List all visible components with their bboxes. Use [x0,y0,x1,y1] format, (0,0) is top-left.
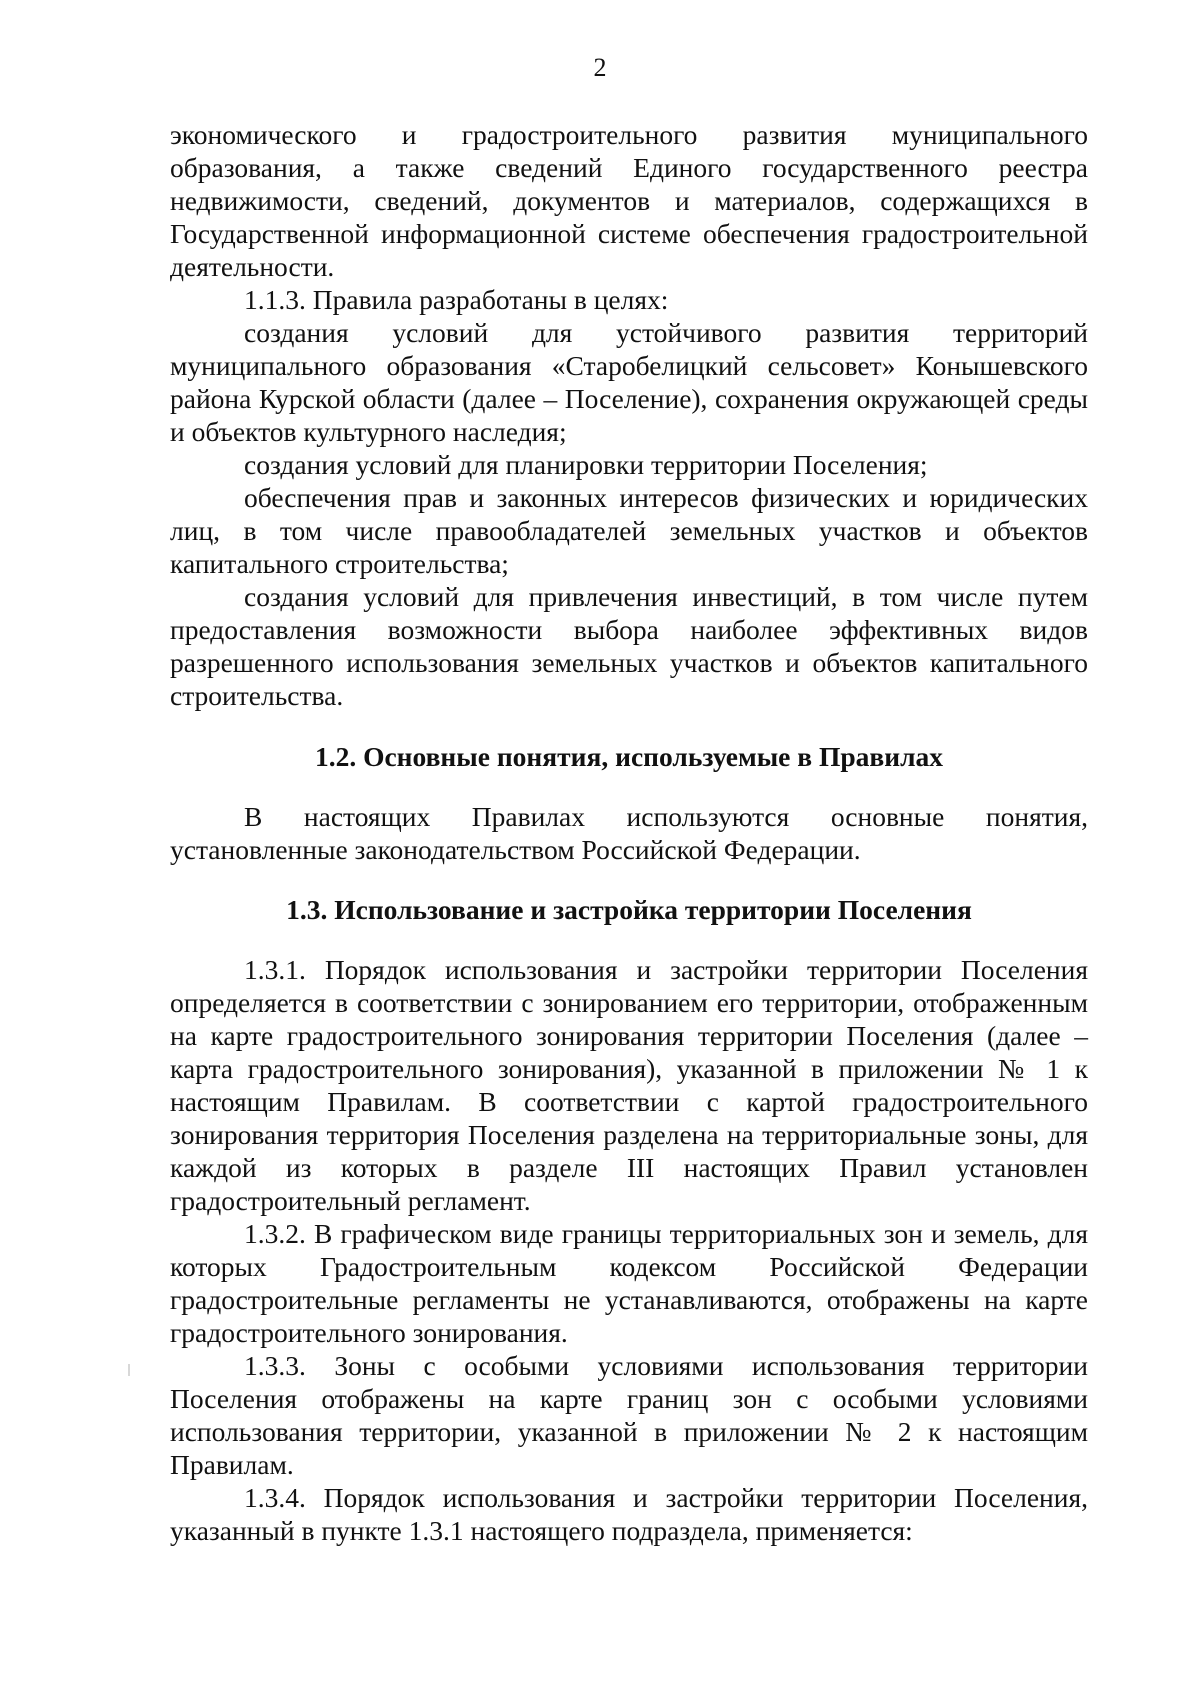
paragraph-1-3-2: 1.3.2. В графическом виде границы территориальных зон и земель, для которых Градостроительным кодексом Российской Федерации градостроительные регламенты не устанавливаются, отображены на карте градостроительного зонирования. [170,1218,1088,1348]
section-heading-1-2: 1.2. Основные понятия, используемые в Правилах [314,741,944,772]
paragraph-goal-sustainable-development: создания условий для устойчивого развития территорий муниципального образования «Старобелицкий сельсовет» Конышевского района Курской области (далее – Поселение), сохранения окружающей среды и объектов культурного наследия; [170,317,1088,447]
document-body [170,118,1088,1547]
paragraph-1-1-3: 1.1.3. Правила разработаны в целях: [244,284,669,315]
paragraph-goal-investments: создания условий для привлечения инвестиций, в том числе путем предоставления возможности выбора наиболее эффективных видов разрешенного использования земельных участков и объектов капитального строительства. [170,581,1088,711]
paragraph-1-3-1: 1.3.1. Порядок использования и застройки территории Поселения определяется в соответствии с зонированием его территории, отображенным на карте градостроительного зонирования территории Поселения (далее – карта градостроительного зонирования), указанной в приложении № 1 к настоящим Правилам. В соответствии с картой градостроительного зонирования территория Поселения разделена на территориальные зоны, для каждой из которых в разделе III настоящих Правил установлен градостроительный регламент. [170,954,1088,1216]
page-number: 2 [593,53,607,82]
section-heading-1-3: 1.3. Использование и застройка территории Поселения [286,894,972,925]
paragraph-1-3-3: 1.3.3. Зоны с особыми условиями использования территории Поселения отображены на карте границ зон с особыми условиями использования территории, указанной в приложении № 2 к настоящим Правилам. [170,1350,1088,1480]
scan-margin-mark [128,1364,130,1376]
paragraph-goal-planning: создания условий для планировки территории Поселения; [244,449,928,480]
paragraph-basic-concepts: В настоящих Правилах используются основные понятия, установленные законодательством Российской Федерации. [170,801,1088,865]
paragraph-1-3-4: 1.3.4. Порядок использования и застройки территории Поселения, указанный в пункте 1.3.1 настоящего подраздела, применяется: [170,1482,1088,1546]
paragraph-continuation: экономического и градостроительного развития муниципального образования, а также сведений Единого государственного реестра недвижимости, сведений, документов и материалов, содержащихся в Государственной информационной системе обеспечения градостроительной деятельности. [170,119,1088,282]
paragraph-goal-rights: обеспечения прав и законных интересов физических и юридических лиц, в том числе правообладателей земельных участков и объектов капитального строительства; [170,482,1088,579]
